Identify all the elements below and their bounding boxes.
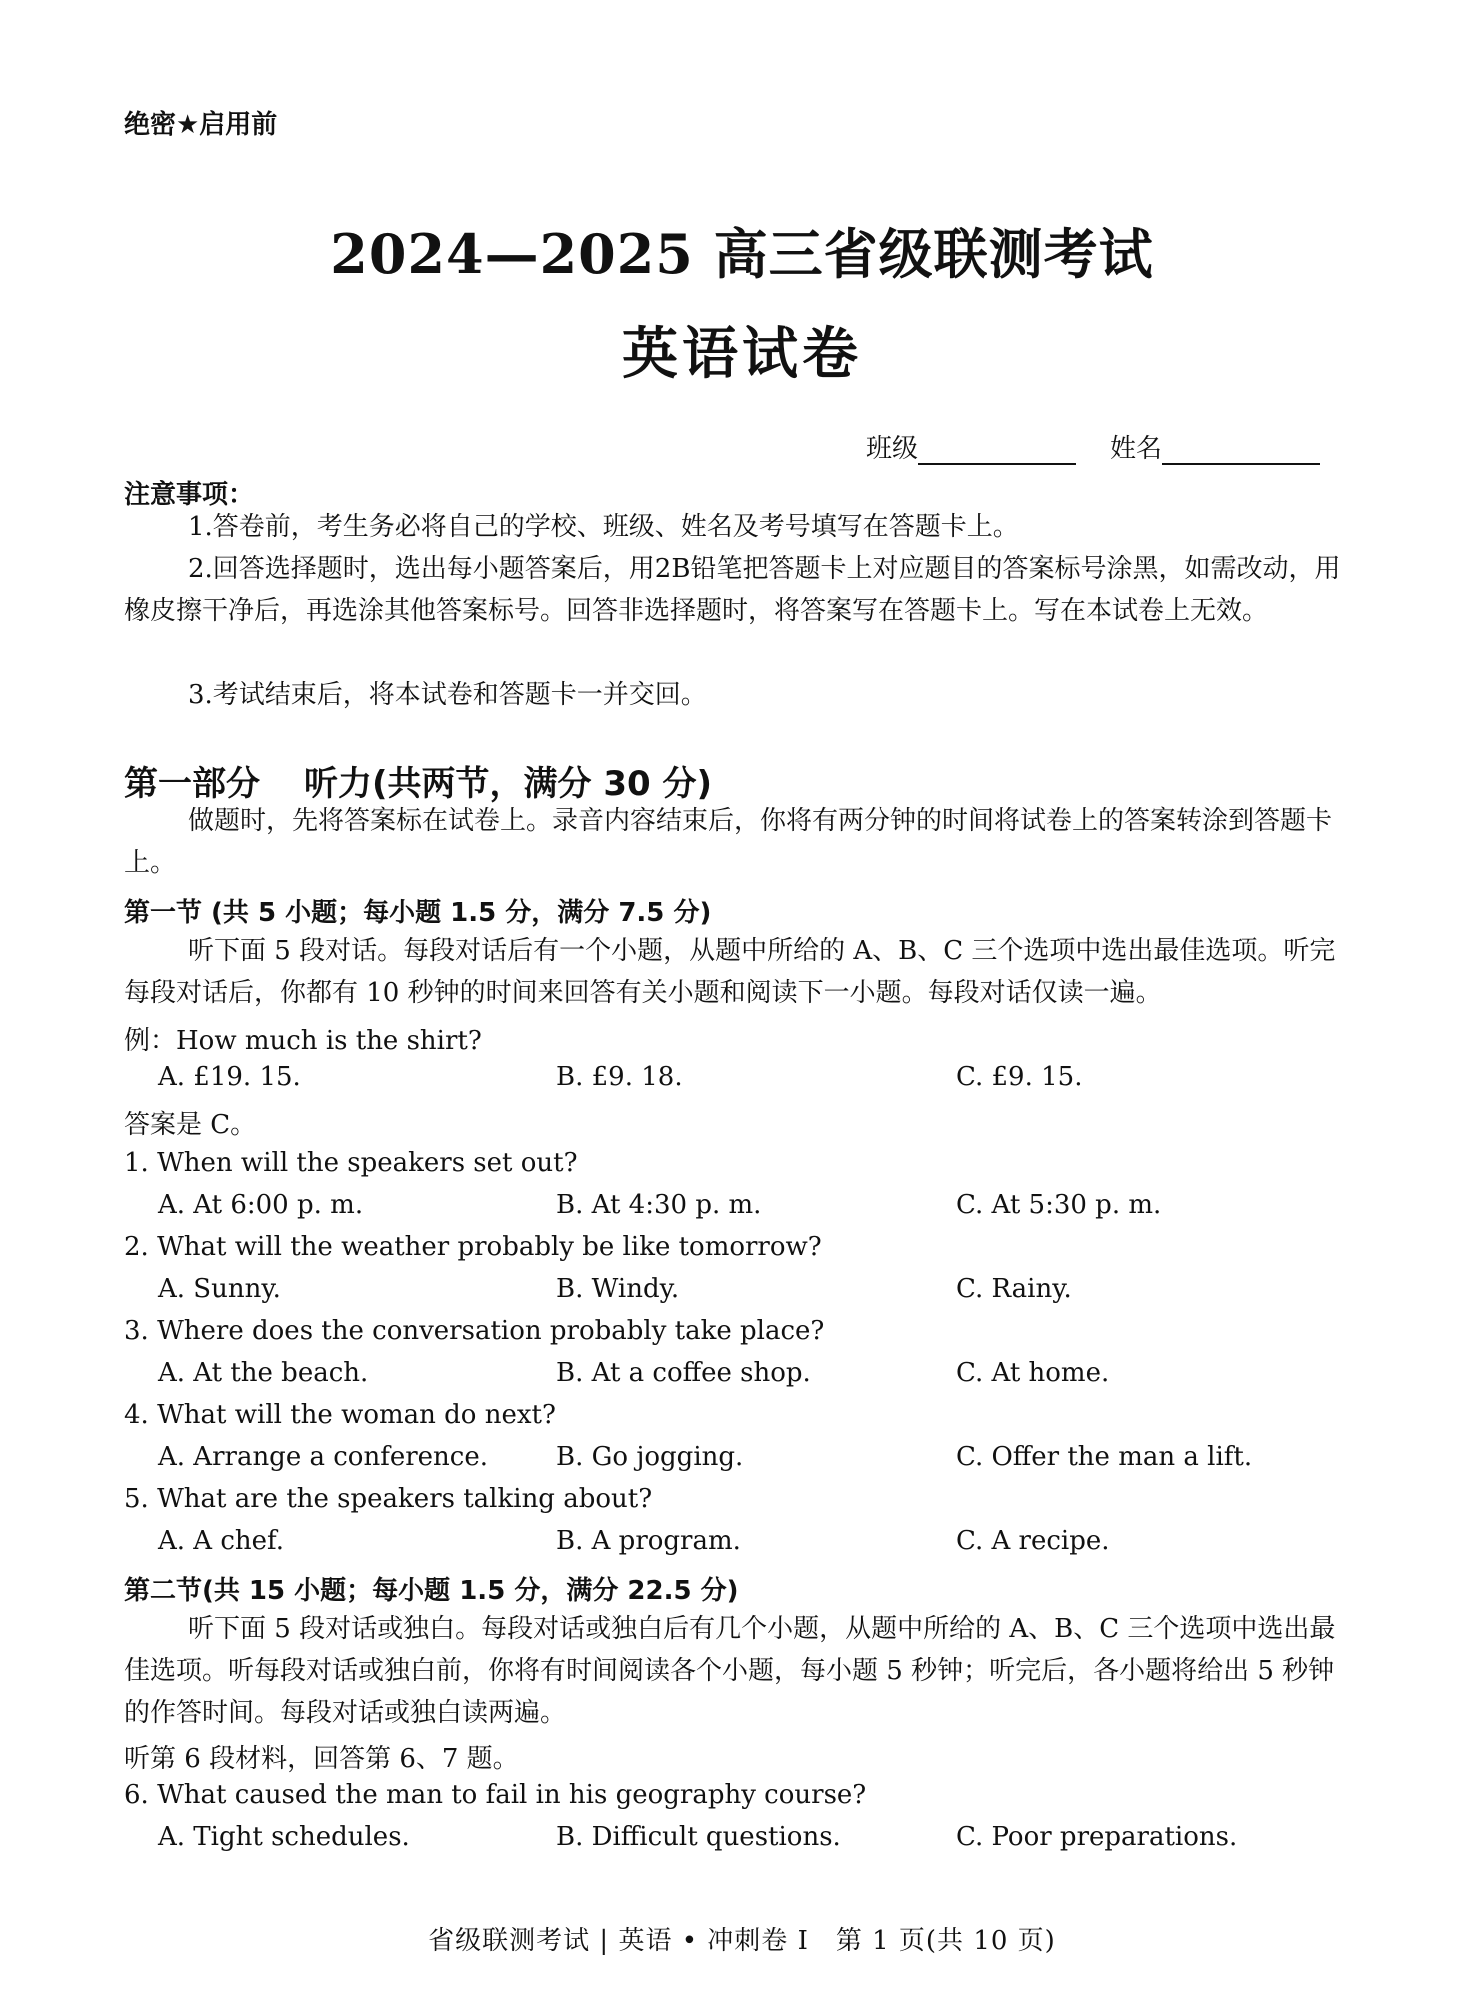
q5-option-b: B. A program. (556, 1526, 741, 1556)
student-info-fields (866, 428, 1320, 465)
page-footer: 省级联测考试 | 英语 • 冲刺卷 Ⅰ 第 1 页(共 10 页) (428, 1926, 1056, 1956)
example-option-c: C. £9. 15. (956, 1062, 1083, 1092)
section2-heading: 第二节(共 15 小题；每小题 1.5 分，满分 22.5 分) (124, 1576, 739, 1606)
question-6: 6. What caused the man to fail in his geography course? (124, 1780, 867, 1810)
name-label: 姓名 (1110, 434, 1163, 464)
confidential-label: 绝密★启用前 (124, 110, 278, 140)
q5-option-c: C. A recipe. (956, 1526, 1110, 1556)
q5-option-a: A. A chef. (158, 1526, 285, 1556)
question-2: 2. What will the weather probably be like tomorrow? (124, 1232, 822, 1262)
q4-option-a: A. Arrange a conference. (158, 1442, 488, 1472)
q6-option-a: A. Tight schedules. (158, 1822, 410, 1852)
section1-intro: 听下面 5 段对话。每段对话后有一个小题，从题中所给的 A、B、C 三个选项中选出最佳选项。听完每段对话后，你都有 10 秒钟的时间来回答有关小题和阅读下一小题。每段对话仅读一遍。 (124, 936, 1336, 1008)
class-label: 班级 (866, 434, 919, 464)
q4-option-b: B. Go jogging. (556, 1442, 744, 1472)
question-4: 4. What will the woman do next? (124, 1400, 556, 1430)
q1-option-b: B. At 4:30 p. m. (556, 1190, 762, 1220)
q2-option-b: B. Windy. (556, 1274, 680, 1304)
section2-intro: 听下面 5 段对话或独白。每段对话或独白后有几个小题，从题中所给的 A、B、C 三个选项中选出最佳选项。听每段对话或独白前，你将有时间阅读各个小题，每小题 5 秒钟；听完后，各小题将给出 5 秒钟的作答时间。每段对话或独白读两遍。 (124, 1614, 1336, 1728)
question-5: 5. What are the speakers talking about? (124, 1484, 653, 1514)
example-question: 例：How much is the shirt? (124, 1026, 482, 1056)
name-blank (1162, 437, 1320, 465)
exam-title: 2024—2025 高三省级联测考试 (330, 222, 1154, 286)
exam-subtitle: 英语试卷 (622, 321, 862, 387)
q3-option-b: B. At a coffee shop. (556, 1358, 811, 1388)
example-option-a: A. £19. 15. (158, 1062, 301, 1092)
q3-option-c: C. At home. (956, 1358, 1110, 1388)
part1-intro: 做题时，先将答案标在试卷上。录音内容结束后，你将有两分钟的时间将试卷上的答案转涂到答题卡上。 (124, 806, 1333, 878)
q6-option-c: C. Poor preparations. (956, 1822, 1238, 1852)
notes-heading: 注意事项： (124, 480, 255, 510)
q4-option-c: C. Offer the man a lift. (956, 1442, 1253, 1472)
part1-heading-a: 第一部分 (124, 764, 260, 804)
part1-heading (124, 756, 712, 805)
q2-option-a: A. Sunny. (158, 1274, 281, 1304)
material-6-instruction: 听第 6 段材料，回答第 6、7 题。 (124, 1744, 519, 1774)
example-option-b: B. £9. 18. (556, 1062, 683, 1092)
q3-option-a: A. At the beach. (158, 1358, 369, 1388)
q2-option-c: C. Rainy. (956, 1274, 1072, 1304)
question-3: 3. Where does the conversation probably take place? (124, 1316, 825, 1346)
note-item-1: 1.答卷前，考生务必将自己的学校、班级、姓名及考号填写在答题卡上。 (188, 512, 1019, 542)
q1-option-c: C. At 5:30 p. m. (956, 1190, 1162, 1220)
note-item-2: 2.回答选择题时，选出每小题答案后，用2B铅笔把答题卡上对应题目的答案标号涂黑，如需改动，用橡皮擦干净后，再选涂其他答案标号。回答非选择题时，将答案写在答题卡上。写在本试卷上无效。 (124, 554, 1341, 626)
q1-option-a: A. At 6:00 p. m. (158, 1190, 364, 1220)
section1-heading: 第一节 (共 5 小题；每小题 1.5 分，满分 7.5 分) (124, 898, 712, 928)
question-1: 1. When will the speakers set out? (124, 1148, 578, 1178)
example-answer: 答案是 C。 (124, 1110, 257, 1140)
part1-heading-b: 听力(共两节，满分 30 分) (304, 764, 713, 804)
class-blank (918, 437, 1076, 465)
q6-option-b: B. Difficult questions. (556, 1822, 841, 1852)
note-item-3: 3.考试结束后，将本试卷和答题卡一并交回。 (188, 680, 707, 710)
